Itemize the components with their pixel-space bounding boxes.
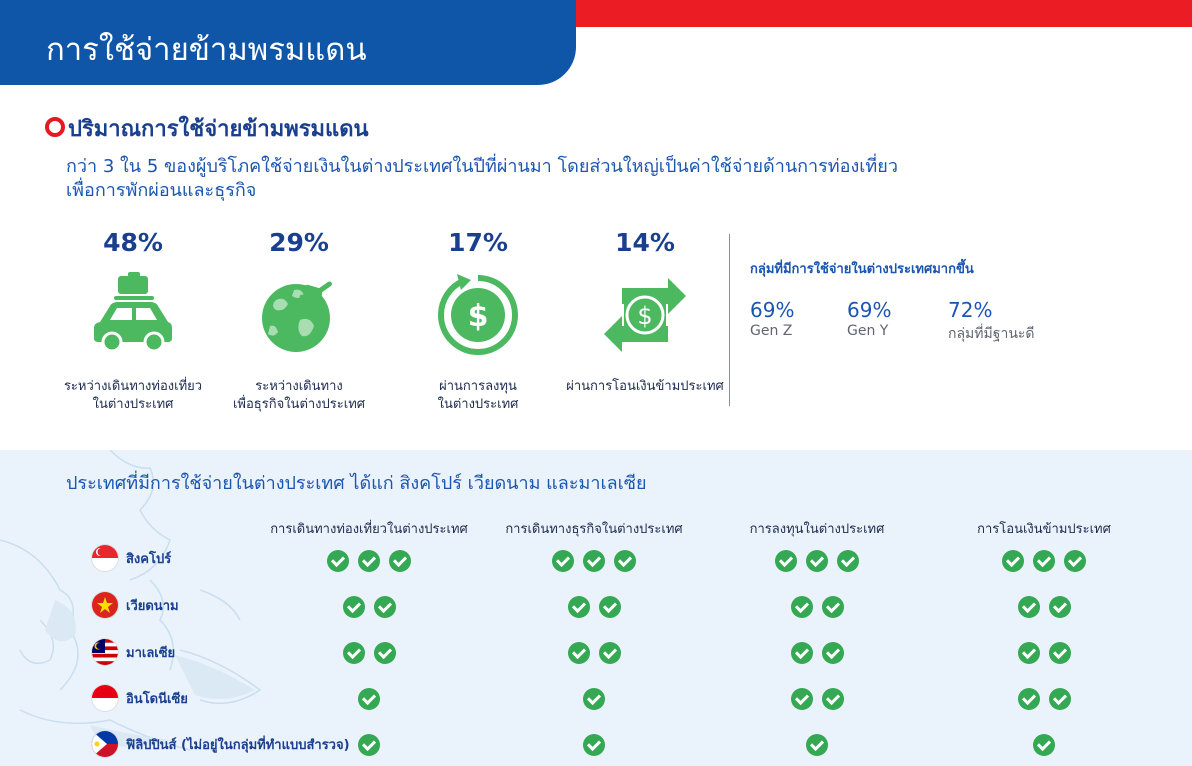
country-name: อินโดนีเซีย	[126, 691, 188, 707]
country-name: ฟิลิปปินส์ (ไม่อยู่ในกลุ่มที่ทำแบบสำรวจ)	[126, 737, 350, 753]
check-cell	[254, 550, 484, 572]
check-icon	[1002, 550, 1024, 572]
check-icon	[389, 550, 411, 572]
check-icon	[1018, 688, 1040, 710]
check-icon	[552, 550, 574, 572]
check-icon	[327, 550, 349, 572]
column-header-travel: การเดินทางท่องเที่ยวในต่างประเทศ	[270, 522, 468, 537]
dollar-cycle-icon	[433, 270, 523, 360]
stat-caption-line1: ระหว่างเดินทาง	[255, 379, 343, 394]
check-icon	[358, 734, 380, 756]
country-name: เวียดนาม	[126, 598, 179, 614]
car-luggage-icon	[88, 270, 178, 360]
check-icon	[568, 596, 590, 618]
intro-line-2: เพื่อการพักผ่อนและธุรกิจ	[66, 180, 257, 201]
country-vietnam	[92, 592, 179, 618]
check-cell	[702, 596, 932, 618]
stat-caption-line1: ผ่านการโอนเงินข้ามประเทศ	[566, 379, 724, 394]
page-title: การใช้จ่ายข้ามพรมแดน	[46, 32, 367, 68]
check-icon	[614, 550, 636, 572]
check-icon	[1064, 550, 1086, 572]
check-icon	[583, 550, 605, 572]
stat-transfer	[560, 228, 730, 396]
globe-airplane-icon	[254, 270, 344, 360]
check-cell	[702, 642, 932, 664]
check-icon	[791, 642, 813, 664]
growth-label: Gen Z	[750, 323, 793, 339]
check-cell	[702, 688, 932, 710]
stat-travel	[48, 228, 218, 414]
check-icon	[1049, 596, 1071, 618]
check-cell	[479, 642, 709, 664]
check-cell	[929, 734, 1159, 756]
country-name: มาเลเซีย	[126, 645, 176, 661]
check-icon	[791, 596, 813, 618]
check-cell	[929, 642, 1159, 664]
country-malaysia	[92, 639, 175, 665]
dollar-transfer-icon	[600, 270, 690, 360]
check-icon	[343, 642, 365, 664]
header-accent-bar	[576, 0, 1192, 27]
growth-value: 69%	[847, 298, 892, 322]
check-icon	[358, 688, 380, 710]
check-icon	[822, 642, 844, 664]
check-cell	[929, 550, 1159, 572]
check-icon	[583, 688, 605, 710]
singapore-flag-icon	[92, 545, 118, 571]
stat-percent: 29%	[269, 228, 329, 257]
check-cell	[929, 596, 1159, 618]
growth-value: 72%	[948, 298, 993, 322]
stat-caption-line2: ในต่างประเทศ	[92, 397, 174, 412]
svg-text:$: $	[467, 299, 489, 334]
growth-label: กลุ่มที่มีฐานะดี	[948, 326, 1035, 342]
check-icon	[1033, 734, 1055, 756]
column-header-business: การเดินทางธุรกิจในต่างประเทศ	[505, 522, 683, 537]
check-cell	[479, 550, 709, 572]
check-cell	[254, 642, 484, 664]
column-header-investment: การลงทุนในต่างประเทศ	[749, 522, 885, 537]
check-cell	[254, 734, 484, 756]
growth-value: 69%	[750, 298, 795, 322]
stat-percent: 14%	[615, 228, 675, 257]
check-icon	[358, 550, 380, 572]
check-icon	[1018, 596, 1040, 618]
bullet-ring-icon	[45, 117, 65, 137]
intro-line-1: กว่า 3 ใน 5 ของผู้บริโภคใช้จ่ายเงินในต่างประเทศในปีที่ผ่านมา โดยส่วนใหญ่เป็นค่าใช้จ่ายด้านการท่องเที่ยว	[66, 156, 898, 177]
check-icon	[374, 596, 396, 618]
section-title: ปริมาณการใช้จ่ายข้ามพรมแดน	[68, 117, 369, 142]
stat-investment	[393, 228, 563, 414]
check-icon	[599, 642, 621, 664]
check-cell	[479, 688, 709, 710]
growth-item-genz	[750, 298, 794, 339]
check-icon	[791, 688, 813, 710]
check-icon	[1049, 642, 1071, 664]
stat-caption-line1: ระหว่างเดินทางท่องเที่ยว	[63, 379, 203, 394]
countries-title: ประเทศที่มีการใช้จ่ายในต่างประเทศ ได้แก่ สิงคโปร์ เวียดนาม และมาเลเซีย	[66, 473, 647, 494]
intro-text	[66, 155, 966, 203]
stat-caption-line2: เพื่อธุรกิจในต่างประเทศ	[232, 397, 366, 412]
check-icon	[806, 734, 828, 756]
check-icon	[599, 596, 621, 618]
check-cell	[702, 550, 932, 572]
check-cell	[702, 734, 932, 756]
check-icon	[1018, 642, 1040, 664]
check-icon	[806, 550, 828, 572]
check-icon	[837, 550, 859, 572]
divider	[729, 234, 730, 406]
check-icon	[1049, 688, 1071, 710]
check-icon	[1033, 550, 1055, 572]
growth-group-title: กลุ่มที่มีการใช้จ่ายในต่างประเทศมากขึ้น	[750, 262, 974, 277]
growth-item-geny	[847, 298, 891, 339]
check-icon	[822, 596, 844, 618]
growth-item-affluent	[948, 298, 1035, 345]
philippines-flag-icon	[92, 731, 118, 757]
check-icon	[775, 550, 797, 572]
check-icon	[374, 642, 396, 664]
growth-label: Gen Y	[847, 323, 889, 339]
check-cell	[254, 596, 484, 618]
svg-text:$: $	[637, 302, 653, 330]
column-header-transfer: การโอนเงินข้ามประเทศ	[977, 522, 1111, 537]
stat-percent: 48%	[103, 228, 163, 257]
malaysia-flag-icon	[92, 639, 118, 665]
country-singapore	[92, 545, 171, 571]
country-indonesia	[92, 685, 188, 711]
check-icon	[583, 734, 605, 756]
country-name: สิงคโปร์	[126, 551, 172, 567]
check-icon	[568, 642, 590, 664]
stat-percent: 17%	[448, 228, 508, 257]
check-icon	[343, 596, 365, 618]
check-cell	[929, 688, 1159, 710]
indonesia-flag-icon	[92, 685, 118, 711]
check-cell	[254, 688, 484, 710]
check-icon	[822, 688, 844, 710]
check-cell	[479, 734, 709, 756]
stat-caption-line1: ผ่านการลงทุน	[439, 379, 517, 394]
stat-caption-line2: ในต่างประเทศ	[437, 397, 519, 412]
vietnam-flag-icon	[92, 592, 118, 618]
stat-business	[214, 228, 384, 414]
check-cell	[479, 596, 709, 618]
